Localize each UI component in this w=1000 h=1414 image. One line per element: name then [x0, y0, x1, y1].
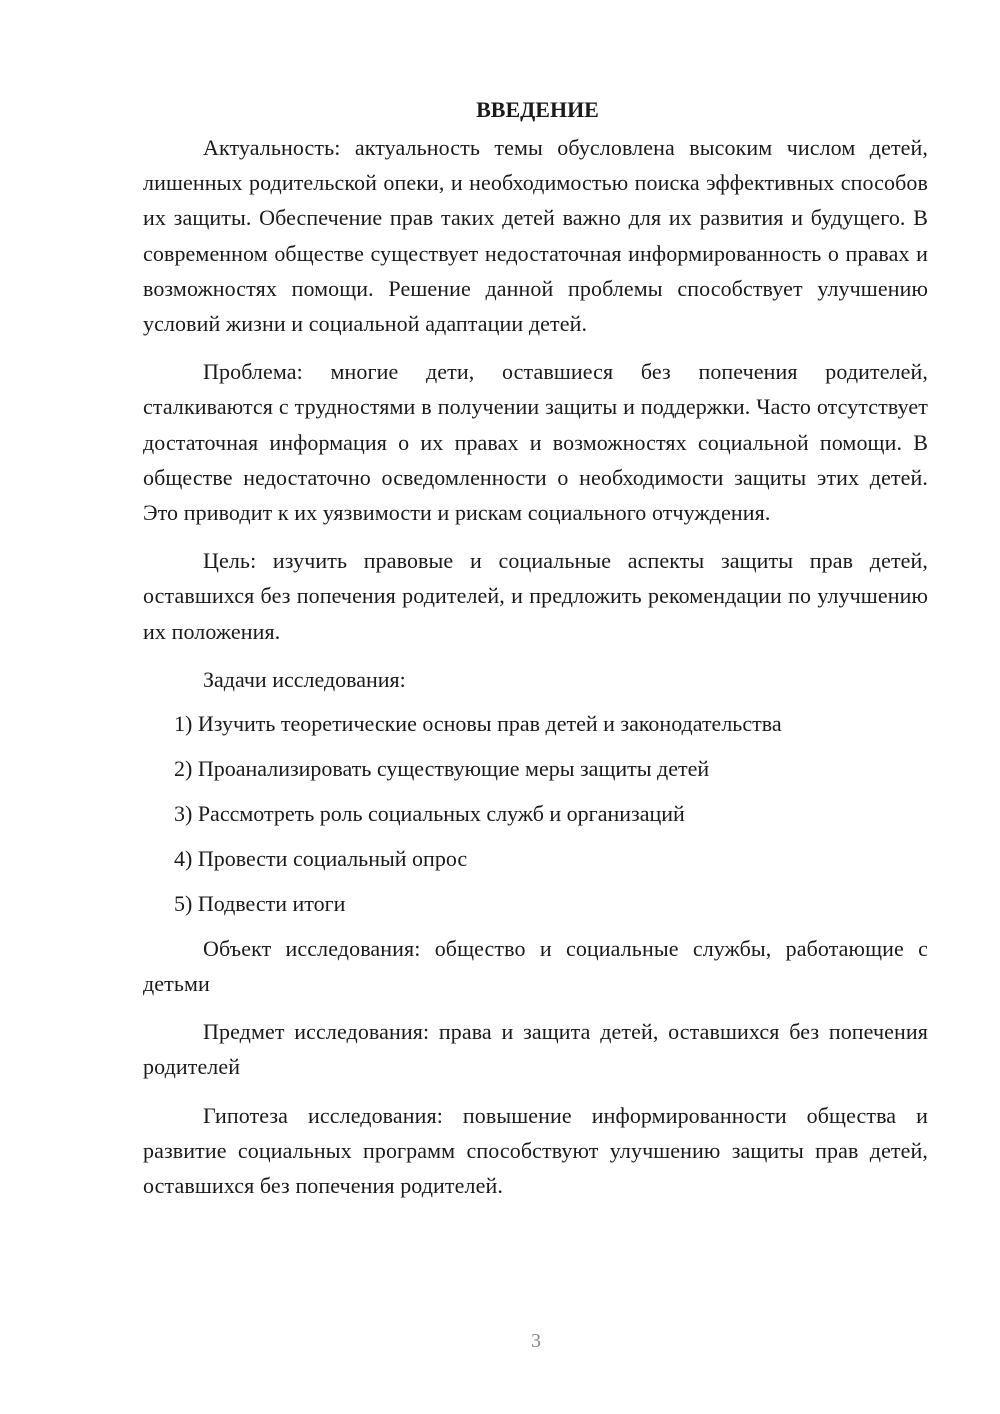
document-page	[143, 92, 928, 1216]
list-item: 4) Провести социальный опрос	[174, 845, 468, 871]
paragraph-hypothesis: Гипотеза исследования: повышение информированности общества и развитие социальных программ способствуют улучшению защиты прав детей, оставшихся без попечения родителей.	[143, 1102, 928, 1199]
tasks-heading: Задачи исследования:	[203, 666, 406, 692]
list-item: 1) Изучить теоретические основы прав детей и законодательства	[174, 710, 782, 736]
list-item: 5) Подвести итоги	[174, 890, 346, 916]
list-item: 3) Рассмотреть роль социальных служб и организаций	[174, 800, 685, 826]
paragraph-problem: Проблема: многие дети, оставшиеся без попечения родителей, сталкиваются с трудностями в получении защиты и поддержки. Часто отсутствует достаточная информация о их правах и возможностях социальной помощи. В обществе недостаточно осведомленности о необходимости защиты этих детей. Это приводит к их уязвимости и рискам социального отчуждения.	[143, 359, 928, 526]
paragraph-subject: Предмет исследования: права и защита детей, оставшихся без попечения родителей	[143, 1019, 928, 1080]
paragraph-goal: Цель: изучить правовые и социальные аспекты защиты прав детей, оставшихся без попечения родителей, и предложить рекомендации по улучшению их положения.	[143, 548, 928, 644]
list-item: 2) Проанализировать существующие меры защиты детей	[174, 755, 710, 781]
page-number: 3	[531, 1330, 541, 1352]
paragraph-relevance: Актуальность: актуальность темы обусловлена высоким числом детей, лишенных родительской опеки, и необходимостью поиска эффективных способов их защиты. Обеспечение прав таких детей важно для их развития и будущего. В современном обществе существует недостаточная информированность о правах и возможностях помощи. Решение данной проблемы способствует улучшению условий жизни и социальной адаптации детей.	[143, 135, 928, 337]
page-title: ВВЕДЕНИЕ	[476, 97, 599, 122]
tasks-list	[143, 706, 928, 921]
paragraph-object: Объект исследования: общество и социальные службы, работающие с детьми	[143, 935, 928, 997]
